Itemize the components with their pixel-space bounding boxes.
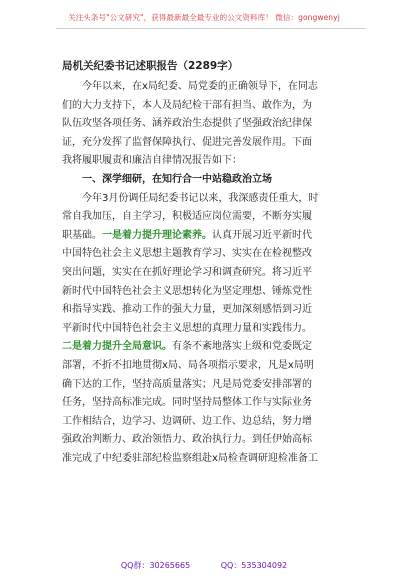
text-line [62,152,362,171]
line-text: 们的大力支持下，本人及局纪检干部有担当、敢作为，为 [62,99,312,111]
text-line [62,320,362,339]
text-line [62,208,362,227]
text-line [62,264,362,283]
line-text: 证，充分发挥了监督保障执行、促进完善发展作用。下面 [62,136,312,148]
line-text: 我将履职履责和廉洁自律情况报告如下： [62,155,242,167]
line-text: 中国特色社会主义思想主题教育学习、实实在在检视整改 [62,248,312,260]
line-text: 确下达的工作，坚持高质量落实；凡是局党委安排部署的 [62,378,312,390]
text-line [62,450,362,469]
footer [0,560,408,571]
text-line [62,115,362,134]
footer-qq-group: QQ群：30265665 [120,561,191,570]
text-line [62,134,362,153]
line-text: 今年3月份调任局纪委书记以来，我深感责任重大，时 [82,192,319,204]
line-text: 平新时代中国特色社会主义思想的真理力量和实践伟力。 [62,322,312,334]
text-line [62,394,362,413]
header-banner: 关注头条号"公文研究"，获得最新最全最专业的公文资料库！ 微信：gongwenyj [68,13,340,22]
line-text: 任务，坚持高标准完成。同时坚持局整体工作与实际业务 [62,397,312,409]
text-line [62,78,362,97]
line-text: 职基础。 [62,229,102,241]
text-line [62,376,362,395]
line-text: 部署，不折不扣地贯彻x局、局各项指示要求，凡是x局明 [62,359,314,371]
line-text: 一、深学细研，在知行合一中站稳政治立场 [82,173,272,185]
line-text: 常自我加压，自主学习，积极适应岗位需要，不断夯实履 [62,211,312,223]
text-line [62,357,362,376]
text-line [62,431,362,450]
line-text: 新时代中国特色社会主义思想转化为坚定理想、锤炼党性 [62,285,312,297]
footer-qq: QQ：535304092 [220,561,288,570]
line-text: 队伍攻坚各项任务、涵养政治生态提供了坚强政治纪律保 [62,118,312,130]
text-line [62,245,362,264]
highlight-heading: 二是着力提升全局意识。 [62,341,172,353]
line-text: 和指导实践、推动工作的强大力量，更加深刻感悟到习近 [62,304,312,316]
line-text: 今年以来，在x局纪委、局党委的正确领导下，在同志 [82,81,318,92]
text-line [62,338,362,357]
line-text: 工作相结合，边学习、边调研、边工作、边总结，努力增 [62,415,312,427]
text-line [62,301,362,320]
line-text: 突出问题，实实在在抓好理论学习和调查研究。将习近平 [62,266,312,278]
header-divider [56,28,366,29]
line-text-after: 有条不紊地落实上级和党委既定 [172,341,312,353]
document-body [62,78,362,468]
line-text-after: 认真开展习近平新时代 [212,229,312,241]
text-line [62,413,362,432]
line-text: 强政治判断力、政治领悟力、政治执行力。到任伊始高标 [62,434,312,446]
highlight-heading: 一是着力提升理论素养。 [102,229,212,241]
line-text: 准完成了中纪委驻部纪检监察组赴x局检查调研迎检准备工 [62,452,318,464]
text-line [62,227,362,246]
text-line [62,97,362,116]
text-line [62,190,362,209]
document-title: 局机关纪委书记述职报告（2289字） [62,60,239,72]
section-heading [62,171,362,190]
text-line [62,283,362,302]
